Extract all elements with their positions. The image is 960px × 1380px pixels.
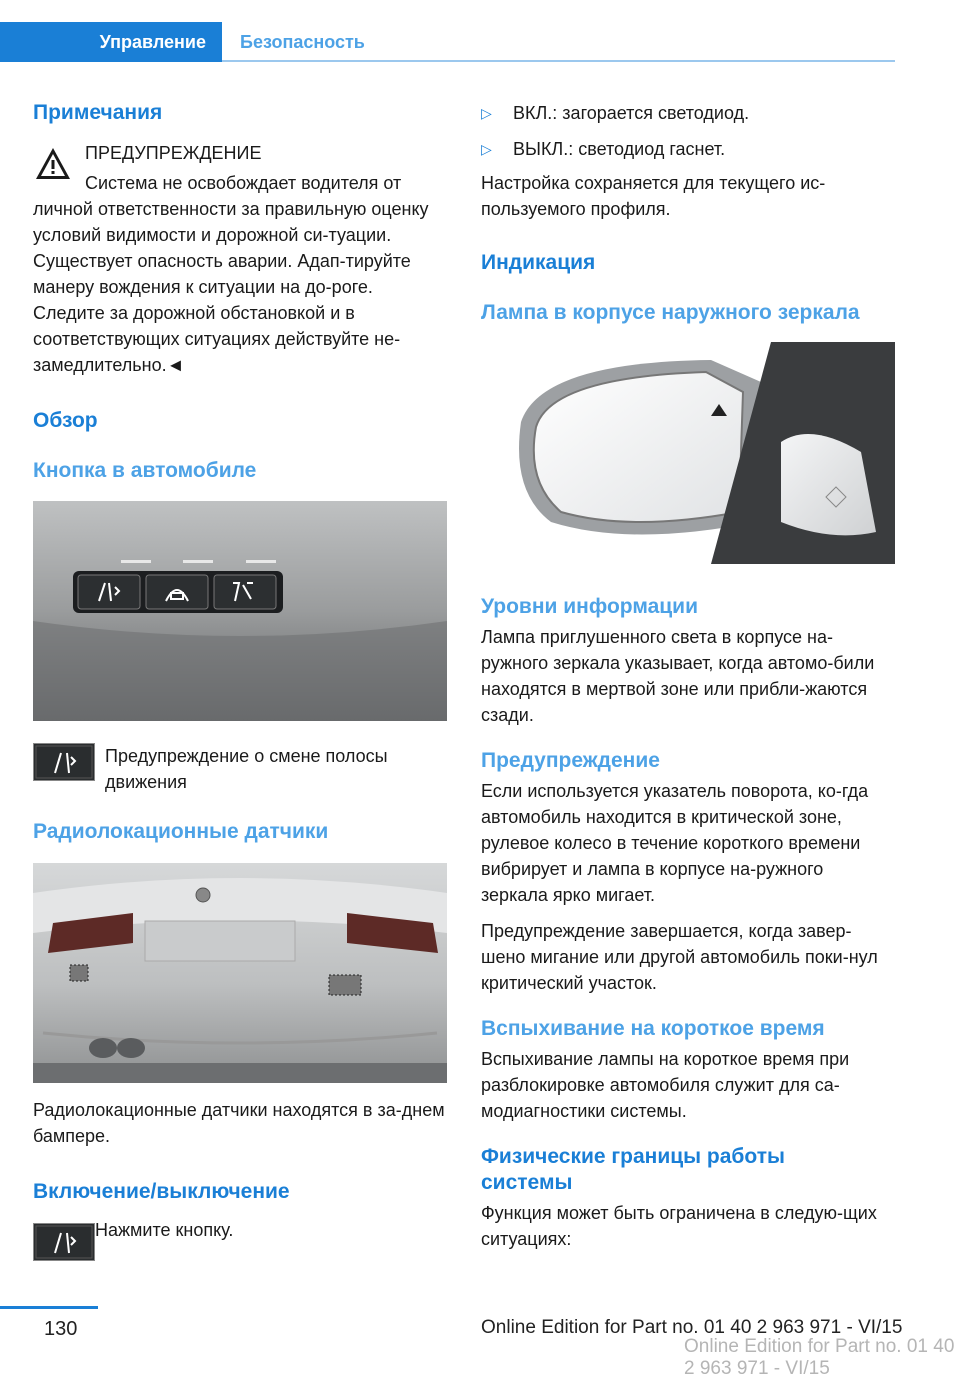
limits-title: Физические границы работы системы [481,1145,785,1194]
page-number: 130 [44,1318,78,1340]
press-button-block [33,1217,449,1263]
bullet-on [481,100,895,126]
header-tabs [0,22,895,64]
tab-divider [222,60,895,62]
bullet-triangle-icon: ▷ [481,105,492,121]
watermark: Online Edition for Part no. 01 40 2 963 971 - VI/15 [684,1336,955,1379]
warning-triangle-icon [33,144,73,184]
on-off-title: Включение/выключение [33,1180,290,1203]
profile-text: Настройка сохраняется для текущего ис-пользуемого профиля. [481,173,826,219]
warning-block [33,140,449,378]
warning-title: Предупреждение [481,749,660,772]
button-panel-photo [33,501,447,721]
mirror-lamp-title: Лампа в корпусе наружного зеркала [481,301,860,324]
press-button-text: Нажмите кнопку. [95,1220,234,1240]
flash-text: Вспыхивание лампы на короткое время при разблокировке автомобиля служит для са-модиагностики системы. [481,1049,850,1121]
edition-text: Online Edition for Part no. 01 40 2 963 971 - VI/15 [481,1317,903,1338]
speed-limit-button[interactable] [214,575,276,609]
radar-sensors-title: Радиолокационные датчики [33,820,329,843]
overview-title: Обзор [33,409,98,432]
indication-title: Индикация [481,251,596,274]
tab-safety[interactable]: Безопасность [240,31,365,52]
lane-change-icon [33,743,95,781]
bullet-text: ВКЛ.: загорается светодиод. [513,103,750,123]
lane-warning-caption: Предупреждение о смене полосы движения [105,746,388,792]
mirror-photo [481,342,895,564]
tab-controls[interactable]: Управление [0,22,222,62]
bullet-text: ВЫКЛ.: светодиод гаснет. [513,139,726,159]
rear-bumper-photo [33,863,447,1083]
lane-change-icon [33,1223,95,1261]
info-levels-title: Уровни информации [481,595,698,618]
radar-sensors-text: Радиолокационные датчики находятся в за-днем бампере. [33,1100,445,1146]
info-levels-text: Лампа приглушенного света в корпусе на-ружного зеркала указывает, когда автомо-били находятся в мертвой зоне или прибли-жаются сзади. [481,627,875,725]
footer-accent-line [0,1306,98,1309]
left-column [33,100,449,1263]
limits-text: Функция может быть ограничена в следую-щих ситуациях: [481,1203,877,1249]
warning-text: личной ответственности за правильную оценку условий видимости и дорожной си-туации. Существует опасность аварии. Адап-тируйте манеру вождения к ситуации на до-роге. Следите за дорожной обстановкой и в соответствующих ситуациях действуйте не-замедлительно.◄ [33,199,429,375]
warning-text-1: Если используется указатель поворота, ко-гда автомобиль находится в критической зоне, рулевое колесо в течение короткого времени вибрирует и лампа в корпусе на-ружного зеркала ярко мигает. [481,781,869,905]
warning-text-2: Предупреждение завершается, когда завер-шено мигание или другой автомобиль поки-нул критический участок. [481,921,878,993]
bullet-off [481,136,895,162]
flash-title: Вспыхивание на короткое время [481,1017,825,1040]
right-column [481,100,895,1252]
warning-text-first-line: Система не освобождает водителя от [85,173,402,193]
notes-title: Примечания [33,101,163,124]
bullet-triangle-icon: ▷ [481,141,492,157]
lane-warning-legend [33,743,449,795]
button-in-car-title: Кнопка в автомобиле [33,459,257,482]
warning-heading: ПРЕДУПРЕЖДЕНИЕ [85,143,262,163]
